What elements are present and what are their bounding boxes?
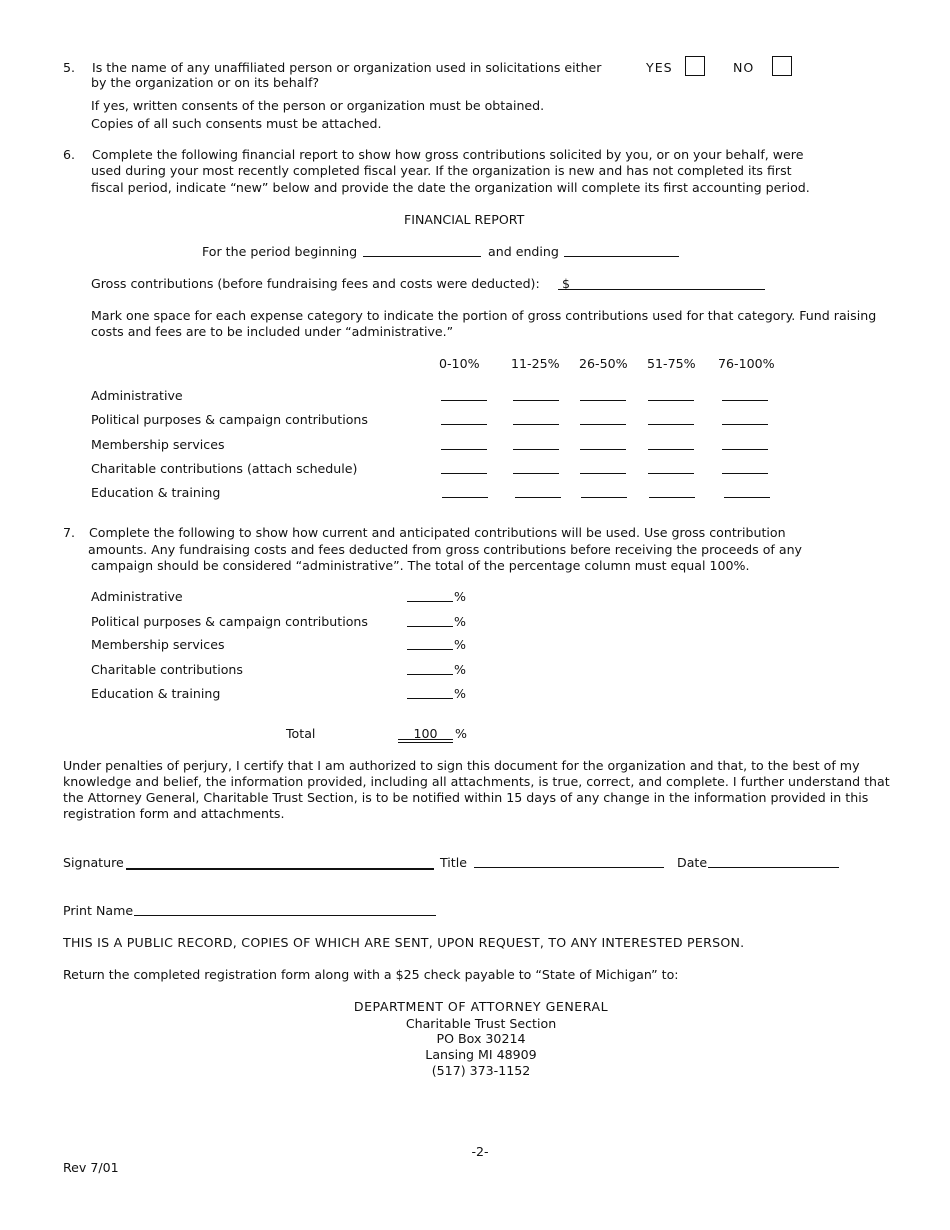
- public-record-notice: THIS IS A PUBLIC RECORD, COPIES OF WHICH ARE SENT, UPON REQUEST, TO ANY INTERESTED PERSON.: [63, 935, 745, 950]
- q6-text-line3: fiscal period, indicate “new” below and provide the date the organization will complete its first accounting period.: [91, 180, 810, 195]
- certification-line2: knowledge and belief, the information provided, including all attachments, is true, correct, and complete. I further understand that: [63, 774, 890, 789]
- percent-sign: %: [454, 589, 466, 604]
- percent-field[interactable]: [407, 601, 453, 602]
- portion-blank[interactable]: [441, 400, 487, 401]
- q5-text-line1: Is the name of any unaffiliated person or organization used in solicitations either: [92, 60, 602, 75]
- portion-blank[interactable]: [581, 497, 627, 498]
- period-beginning-field[interactable]: [363, 256, 481, 257]
- portion-blank[interactable]: [442, 497, 488, 498]
- category-label: Membership services: [91, 437, 225, 452]
- portion-blank[interactable]: [722, 473, 768, 474]
- portion-blank[interactable]: [513, 424, 559, 425]
- portion-blank[interactable]: [513, 473, 559, 474]
- percent-field[interactable]: [407, 626, 453, 627]
- category-label: Education & training: [91, 485, 221, 500]
- address-phone: (517) 373-1152: [431, 1063, 531, 1078]
- date-label: Date: [677, 855, 708, 870]
- gross-dollar-sign: $: [562, 276, 571, 291]
- portion-blank[interactable]: [441, 424, 487, 425]
- category-label: Administrative: [91, 388, 183, 403]
- total-value: 100: [413, 726, 438, 741]
- total-underline-1: [398, 739, 453, 740]
- q5-note-line2: Copies of all such consents must be attached.: [91, 116, 382, 131]
- q7-category-label: Membership services: [91, 637, 225, 652]
- portion-blank[interactable]: [441, 473, 487, 474]
- portion-blank[interactable]: [441, 449, 487, 450]
- column-header: 76-100%: [718, 356, 775, 371]
- return-instructions: Return the completed registration form along with a $25 check payable to “State of Michigan” to:: [63, 967, 679, 982]
- mark-instructions-line2: costs and fees are to be included under “administrative.”: [91, 324, 454, 339]
- certification-line4: registration form and attachments.: [63, 806, 285, 821]
- revision-label: Rev 7/01: [63, 1160, 119, 1175]
- category-label: Charitable contributions (attach schedule): [91, 461, 358, 476]
- portion-blank[interactable]: [580, 449, 626, 450]
- q7-category-label: Administrative: [91, 589, 183, 604]
- q7-text-line1: Complete the following to show how current and anticipated contributions will be used. Use gross contribution: [89, 525, 786, 540]
- portion-blank[interactable]: [648, 424, 694, 425]
- q7-text-line3: campaign should be considered “administrative”. The total of the percentage column must equal 100%.: [91, 558, 750, 573]
- portion-blank[interactable]: [649, 497, 695, 498]
- gross-contributions-field[interactable]: [558, 289, 765, 290]
- period-ending-label: and ending: [488, 244, 559, 259]
- percent-sign: %: [454, 614, 466, 629]
- portion-blank[interactable]: [513, 449, 559, 450]
- page-number: -2-: [471, 1144, 489, 1159]
- q6-number: 6.: [63, 147, 76, 162]
- percent-sign: %: [454, 637, 466, 652]
- portion-blank[interactable]: [722, 424, 768, 425]
- certification-line3: the Attorney General, Charitable Trust Section, is to be notified within 15 days of any change in the information provided in this: [63, 790, 869, 805]
- address-department: DEPARTMENT OF ATTORNEY GENERAL: [353, 999, 609, 1014]
- portion-blank[interactable]: [513, 400, 559, 401]
- percent-field[interactable]: [407, 649, 453, 650]
- q5-note-line1: If yes, written consents of the person or organization must be obtained.: [91, 98, 545, 113]
- q6-text-line2: used during your most recently completed fiscal year. If the organization is new and has not completed its first: [91, 163, 792, 178]
- q6-text-line1: Complete the following financial report to show how gross contributions solicited by you, or on your behalf, were: [92, 147, 804, 162]
- percent-sign: %: [454, 662, 466, 677]
- q5-no-checkbox[interactable]: [772, 56, 792, 76]
- q7-category-label: Political purposes & campaign contributions: [91, 614, 368, 629]
- print-name-label: Print Name: [63, 903, 134, 918]
- portion-blank[interactable]: [580, 400, 626, 401]
- address-city: Lansing MI 48909: [425, 1047, 537, 1062]
- q5-yes-checkbox[interactable]: [685, 56, 705, 76]
- total-underline-2: [398, 742, 453, 743]
- percent-sign: %: [454, 686, 466, 701]
- title-label: Title: [440, 855, 467, 870]
- category-label: Political purposes & campaign contributions: [91, 412, 368, 427]
- portion-blank[interactable]: [580, 424, 626, 425]
- q5-yes-label: YES: [646, 60, 673, 75]
- title-field[interactable]: [474, 867, 664, 868]
- total-label: Total: [286, 726, 316, 741]
- gross-contributions-label: Gross contributions (before fundraising fees and costs were deducted):: [91, 276, 540, 291]
- portion-blank[interactable]: [648, 449, 694, 450]
- q5-number: 5.: [63, 60, 76, 75]
- percent-field[interactable]: [407, 674, 453, 675]
- portion-blank[interactable]: [724, 497, 770, 498]
- column-header: 51-75%: [647, 356, 696, 371]
- q7-text-line2: amounts. Any fundraising costs and fees deducted from gross contributions before receiving the proceeds of any: [88, 542, 802, 557]
- certification-line1: Under penalties of perjury, I certify that I am authorized to sign this document for the organization and that, to the best of my: [63, 758, 860, 773]
- date-field[interactable]: [708, 867, 839, 868]
- column-header: 0-10%: [439, 356, 480, 371]
- period-ending-field[interactable]: [564, 256, 679, 257]
- address-section: Charitable Trust Section: [405, 1016, 557, 1031]
- q7-category-label: Education & training: [91, 686, 221, 701]
- column-header: 11-25%: [511, 356, 560, 371]
- portion-blank[interactable]: [648, 473, 694, 474]
- q7-number: 7.: [63, 525, 76, 540]
- q5-no-label: NO: [733, 60, 755, 75]
- q5-text-line2: by the organization or on its behalf?: [91, 75, 320, 90]
- portion-blank[interactable]: [722, 449, 768, 450]
- print-name-field[interactable]: [134, 915, 436, 916]
- signature-label: Signature: [63, 855, 124, 870]
- portion-blank[interactable]: [648, 400, 694, 401]
- financial-report-title: FINANCIAL REPORT: [404, 212, 525, 227]
- address-po-box: PO Box 30214: [436, 1031, 526, 1046]
- percent-field[interactable]: [407, 698, 453, 699]
- portion-blank[interactable]: [580, 473, 626, 474]
- percent-sign: %: [455, 726, 467, 741]
- mark-instructions-line1: Mark one space for each expense category to indicate the portion of gross contributions used for that category. Fund raising: [91, 308, 877, 323]
- portion-blank[interactable]: [722, 400, 768, 401]
- portion-blank[interactable]: [515, 497, 561, 498]
- column-header: 26-50%: [579, 356, 628, 371]
- q7-category-label: Charitable contributions: [91, 662, 243, 677]
- signature-field[interactable]: [126, 868, 434, 870]
- period-beginning-label: For the period beginning: [202, 244, 358, 259]
